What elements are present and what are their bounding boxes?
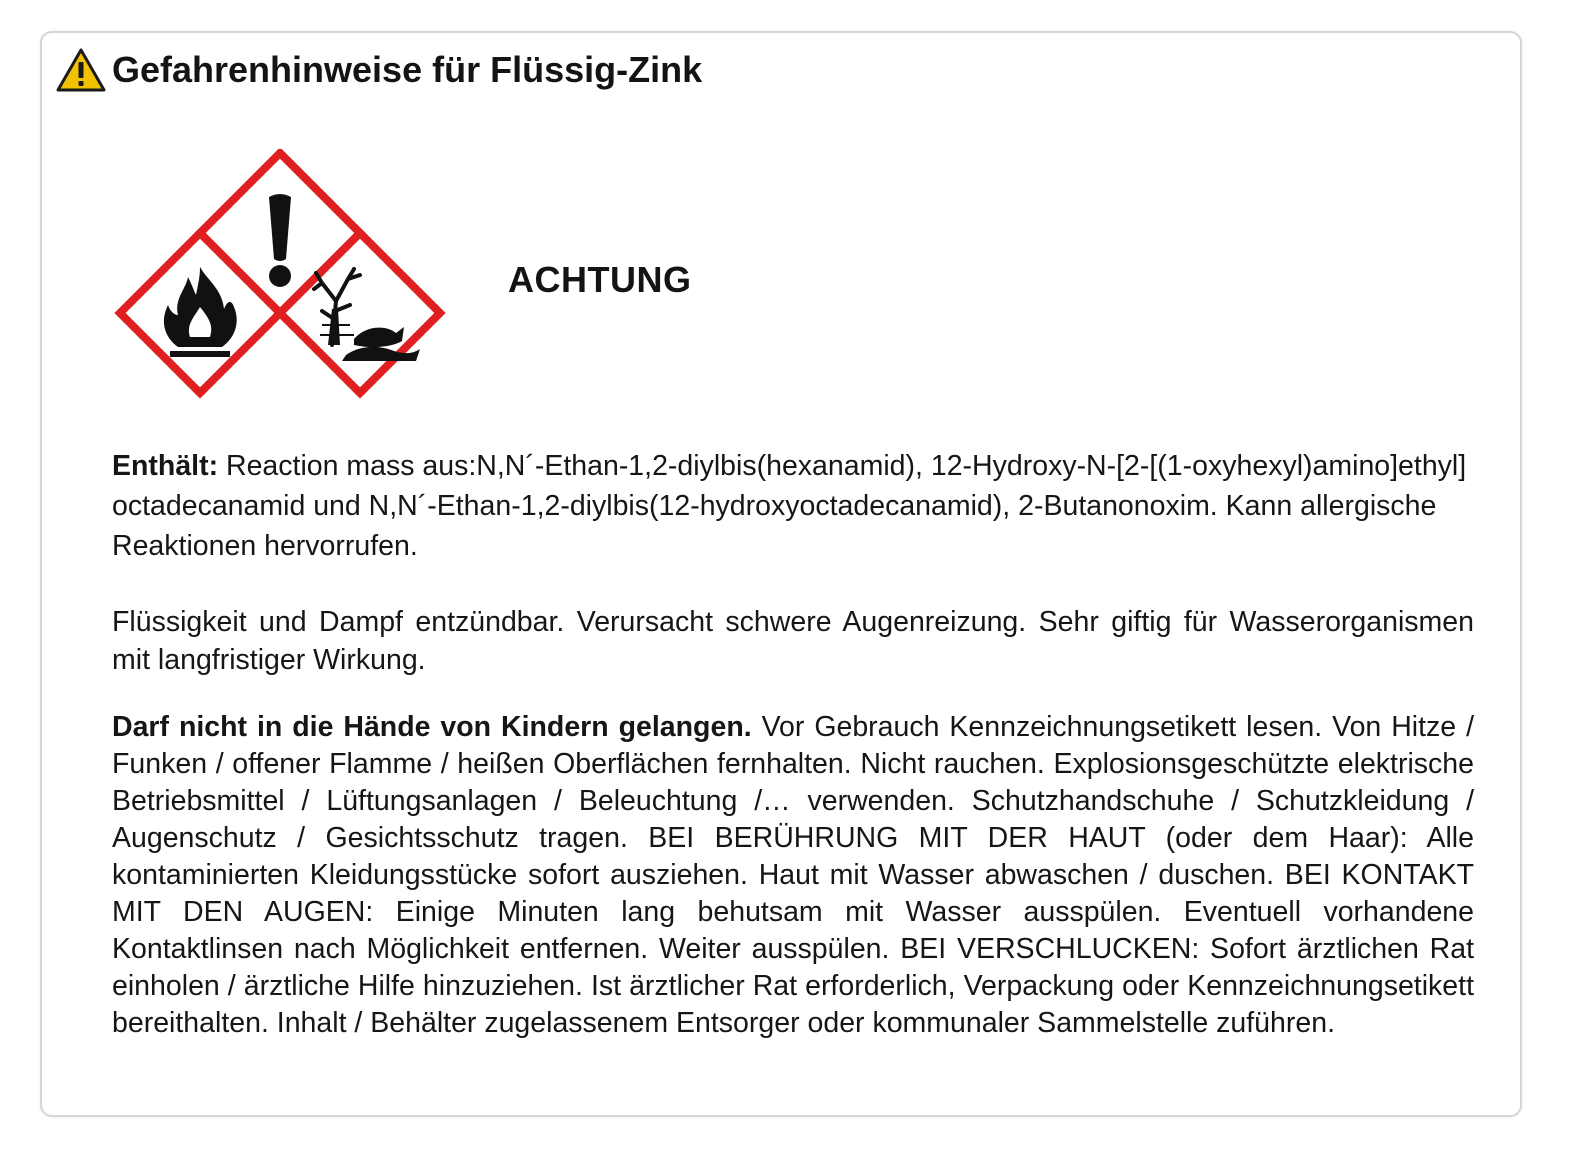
hazard-info-panel xyxy=(40,31,1522,1117)
page-title: Gefahrenhinweise für Flüssig-Zink xyxy=(112,49,703,90)
warning-triangle-icon xyxy=(56,48,106,92)
contains-paragraph xyxy=(112,446,1474,566)
ghs-pictogram-group xyxy=(110,149,450,409)
precautionary-text: Vor Gebrauch Kennzeichnungsetikett lesen. Von Hitze / Funken / offener Flamme / heißen Oberflächen fernhalten. Nicht rauchen. Explosionsgeschützte elektrische Betriebsmittel / Lüftungsanlagen / Beleuchtung /… verwenden. Schutzhandschuhe / Schutzkleidung / Augenschutz / Gesichtsschutz tragen. BEI BERÜHRUNG MIT DER HAUT (oder dem Haar): Alle kontaminierten Kleidungsstücke sofort ausziehen. Haut mit Wasser abwaschen / duschen. BEI KONTAKT MIT DEN AUGEN: Einige Minuten lang behutsam mit Wasser ausspülen. Eventuell vorhandene Kontaktlinsen nach Möglichkeit entfernen. Weiter ausspülen. BEI VERSCHLUCKEN: Sofort ärztlichen Rat einholen / ärztliche Hilfe hinzuziehen. Ist ärztlicher Rat erforderlich, Verpackung oder Kennzeichnungsetikett bereithalten. Inhalt / Behälter zugelassenem Entsorger oder kommunaler Sammelstelle zuführen. xyxy=(112,711,1475,1039)
precautionary-lead: Darf nicht in die Hände von Kindern gelangen. xyxy=(112,711,752,743)
panel-header xyxy=(56,45,702,95)
hazard-statements: Flüssigkeit und Dampf entzündbar. Verursacht schwere Augenreizung. Sehr giftig für Wasserorganismen mit langfristiger Wirkung. xyxy=(112,606,1474,676)
precautionary-statements xyxy=(112,709,1474,1042)
signal-word: ACHTUNG xyxy=(508,259,692,300)
contains-text: Reaction mass aus:N,N´-Ethan-1,2-diylbis(hexanamid), 12-Hydroxy-N-[2-[(1-oxyhexyl)amino]ethyl] octadecanamid und N,N´-Ethan-1,2-diylbis(12-hydroxyoctadecanamid), 2-Butanonoxim. Kann allergische Reaktionen hervorrufen. xyxy=(112,450,1467,562)
contains-label: Enthält: xyxy=(112,450,219,482)
